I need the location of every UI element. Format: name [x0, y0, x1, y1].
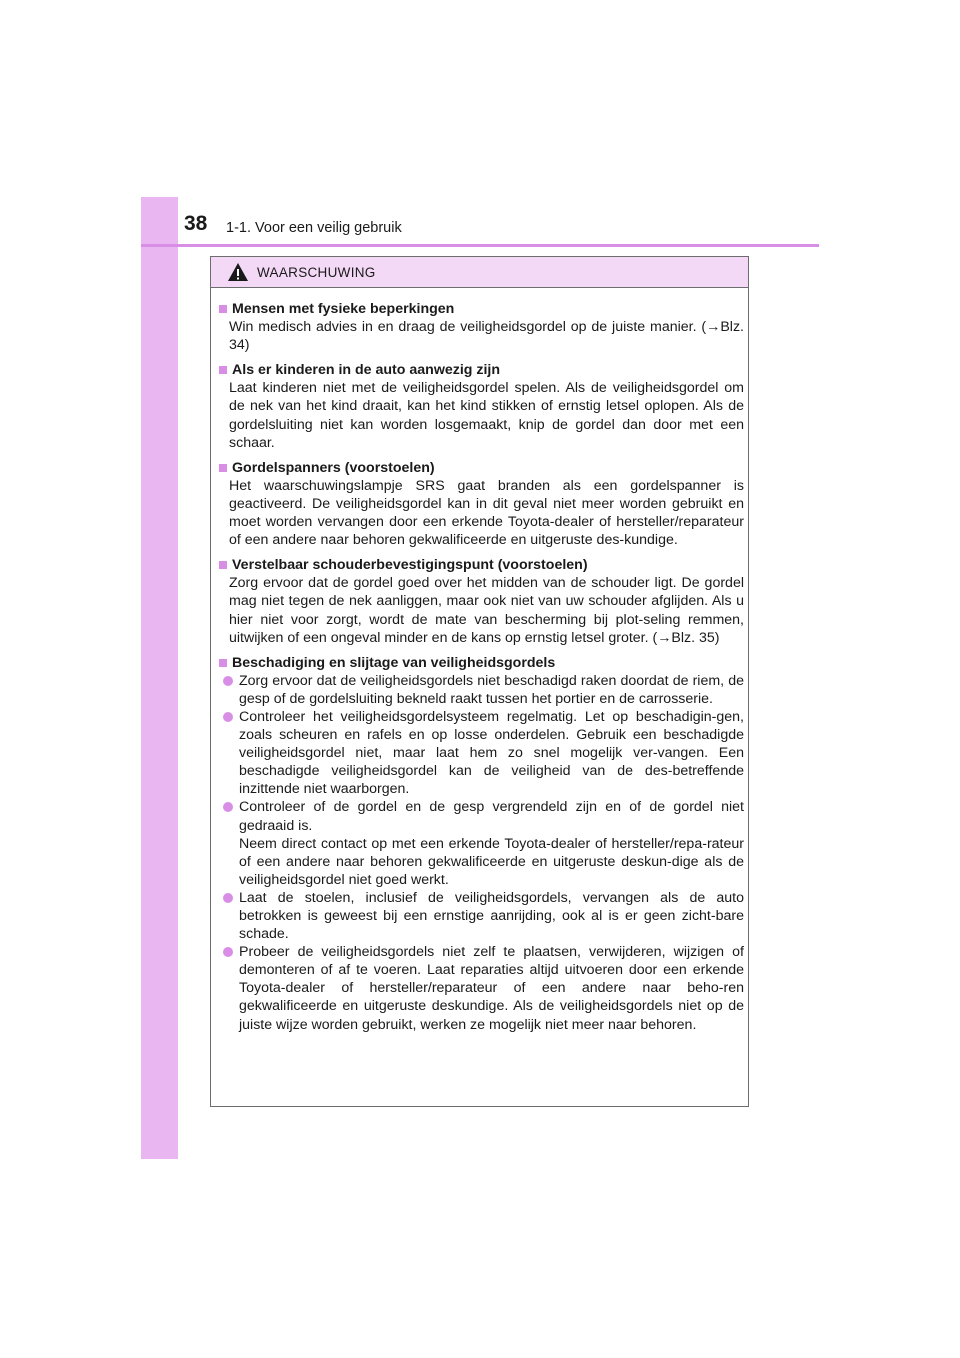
- warning-title: WAARSCHUWING: [257, 264, 376, 280]
- page-number: 38: [184, 212, 208, 235]
- square-bullet-icon: [219, 659, 227, 667]
- warning-item: [217, 361, 744, 451]
- square-bullet-icon: [219, 464, 227, 472]
- square-bullet-icon: [219, 366, 227, 374]
- list-item: [217, 708, 744, 798]
- item-text: Het waarschuwingslampje SRS gaat branden als een gordelspanner is geactiveerd. De veiligheidsgordel kan in dit geval niet meer worden gebruikt en moet worden vervangen door een erkende Toyota-dealer of hersteller/reparateur of een andere naar behoren gekwalificeerde en uitgeruste des-kundige.: [229, 477, 744, 549]
- header-rule: [141, 244, 819, 247]
- side-tab: [141, 197, 178, 1159]
- warning-item: [217, 300, 744, 354]
- item-text: Laat kinderen niet met de veiligheidsgordel spelen. Als de veiligheidsgordel om de nek van het kind draait, kan het kind stikken of ernstig letsel oplopen. Als de gordelsluiting niet kan worden losgemaakt, knip de gordel dan door met een schaar.: [229, 380, 744, 451]
- warning-item: [217, 556, 744, 646]
- item-heading: Mensen met fysieke beperkingen: [232, 301, 455, 317]
- item-heading: Verstelbaar schouderbevestigingspunt (voorstoelen): [232, 557, 588, 574]
- warning-header: [211, 257, 748, 288]
- warning-triangle-icon: [227, 262, 249, 282]
- bullet-text-extra: Neem direct contact op met een erkende Toyota-dealer of hersteller/repa-rateur of een andere naar behoren gekwalificeerde en uitgeruste deskun-dige als de veiligheidsgordel niet goed werkt.: [239, 835, 744, 888]
- warning-item: [217, 654, 744, 1034]
- list-item: [217, 943, 744, 1033]
- round-bullet-icon: [223, 802, 233, 812]
- item-text: Win medisch advies in en draag de veiligheidsgordel op de juiste manier. (→Blz. 34): [229, 319, 744, 354]
- bullet-text: Laat de stoelen, inclusief de veiligheidsgordels, vervangen als de auto betrokken is geweest bij een ernstige aanrijding, ook al is er geen zicht-bare schade.: [239, 889, 744, 943]
- warning-body: [217, 300, 744, 1041]
- round-bullet-icon: [223, 893, 233, 903]
- warning-item: [217, 459, 744, 549]
- bullet-text: Controleer of de gordel en de gesp vergrendeld zijn en of de gordel niet gedraaid is.: [239, 799, 744, 834]
- bullet-text: Probeer de veiligheidsgordels niet zelf te plaatsen, verwijderen, wijzigen of demonteren of af te voeren. Laat reparaties altijd uitvoeren door een erkende Toyota-dealer of hersteller/reparateur of een andere naar beho-ren gekwalificeerde en uitgeruste deskundige. Als de veiligheidsgordels niet op de juiste wijze worden gebruikt, werken ze mogelijk niet meer naar behoren.: [239, 944, 744, 1033]
- section-title: 1-1. Voor een veilig gebruik: [226, 220, 402, 236]
- bullet-text: Controleer het veiligheidsgordelsysteem regelmatig. Let op beschadigin-gen, zoals scheuren en rafels en op losse onderdelen. Gebruik een beschadigde veiligheidsgordel niet, maar laat hem zo snel mogelijk ver-vangen. Een beschadigde veiligheidsgordel kan de veiligheid van de des-betreffende inzittende niet waarborgen.: [239, 708, 744, 798]
- item-heading: Beschadiging en slijtage van veiligheidsgordels: [232, 654, 556, 671]
- list-item: [217, 889, 744, 943]
- round-bullet-icon: [223, 676, 233, 686]
- round-bullet-icon: [223, 712, 233, 722]
- round-bullet-icon: [223, 947, 233, 957]
- list-item: [217, 798, 744, 888]
- bullet-text: Zorg ervoor dat de veiligheidsgordels niet beschadigd raken doordat de riem, de gesp of de gordelsluiting bekneld raakt tussen het portier en de carrosserie.: [239, 672, 744, 707]
- list-item: [217, 672, 744, 708]
- item-heading: Gordelspanners (voorstoelen): [232, 459, 435, 476]
- square-bullet-icon: [219, 561, 227, 569]
- square-bullet-icon: [219, 305, 227, 313]
- item-heading: Als er kinderen in de auto aanwezig zijn: [232, 362, 501, 379]
- item-text: Zorg ervoor dat de gordel goed over het midden van de schouder ligt. De gordel mag niet tegen de nek aanliggen, maar ook niet van uw schouder afglijden. Als u hier niet voor zorgt, wordt de mate van bescherming bij plot-seling remmen, uitwijken of een ongeval minder en de kans op ernstig letsel groter. (→Blz. 35): [229, 575, 744, 646]
- warning-box: [210, 256, 749, 1107]
